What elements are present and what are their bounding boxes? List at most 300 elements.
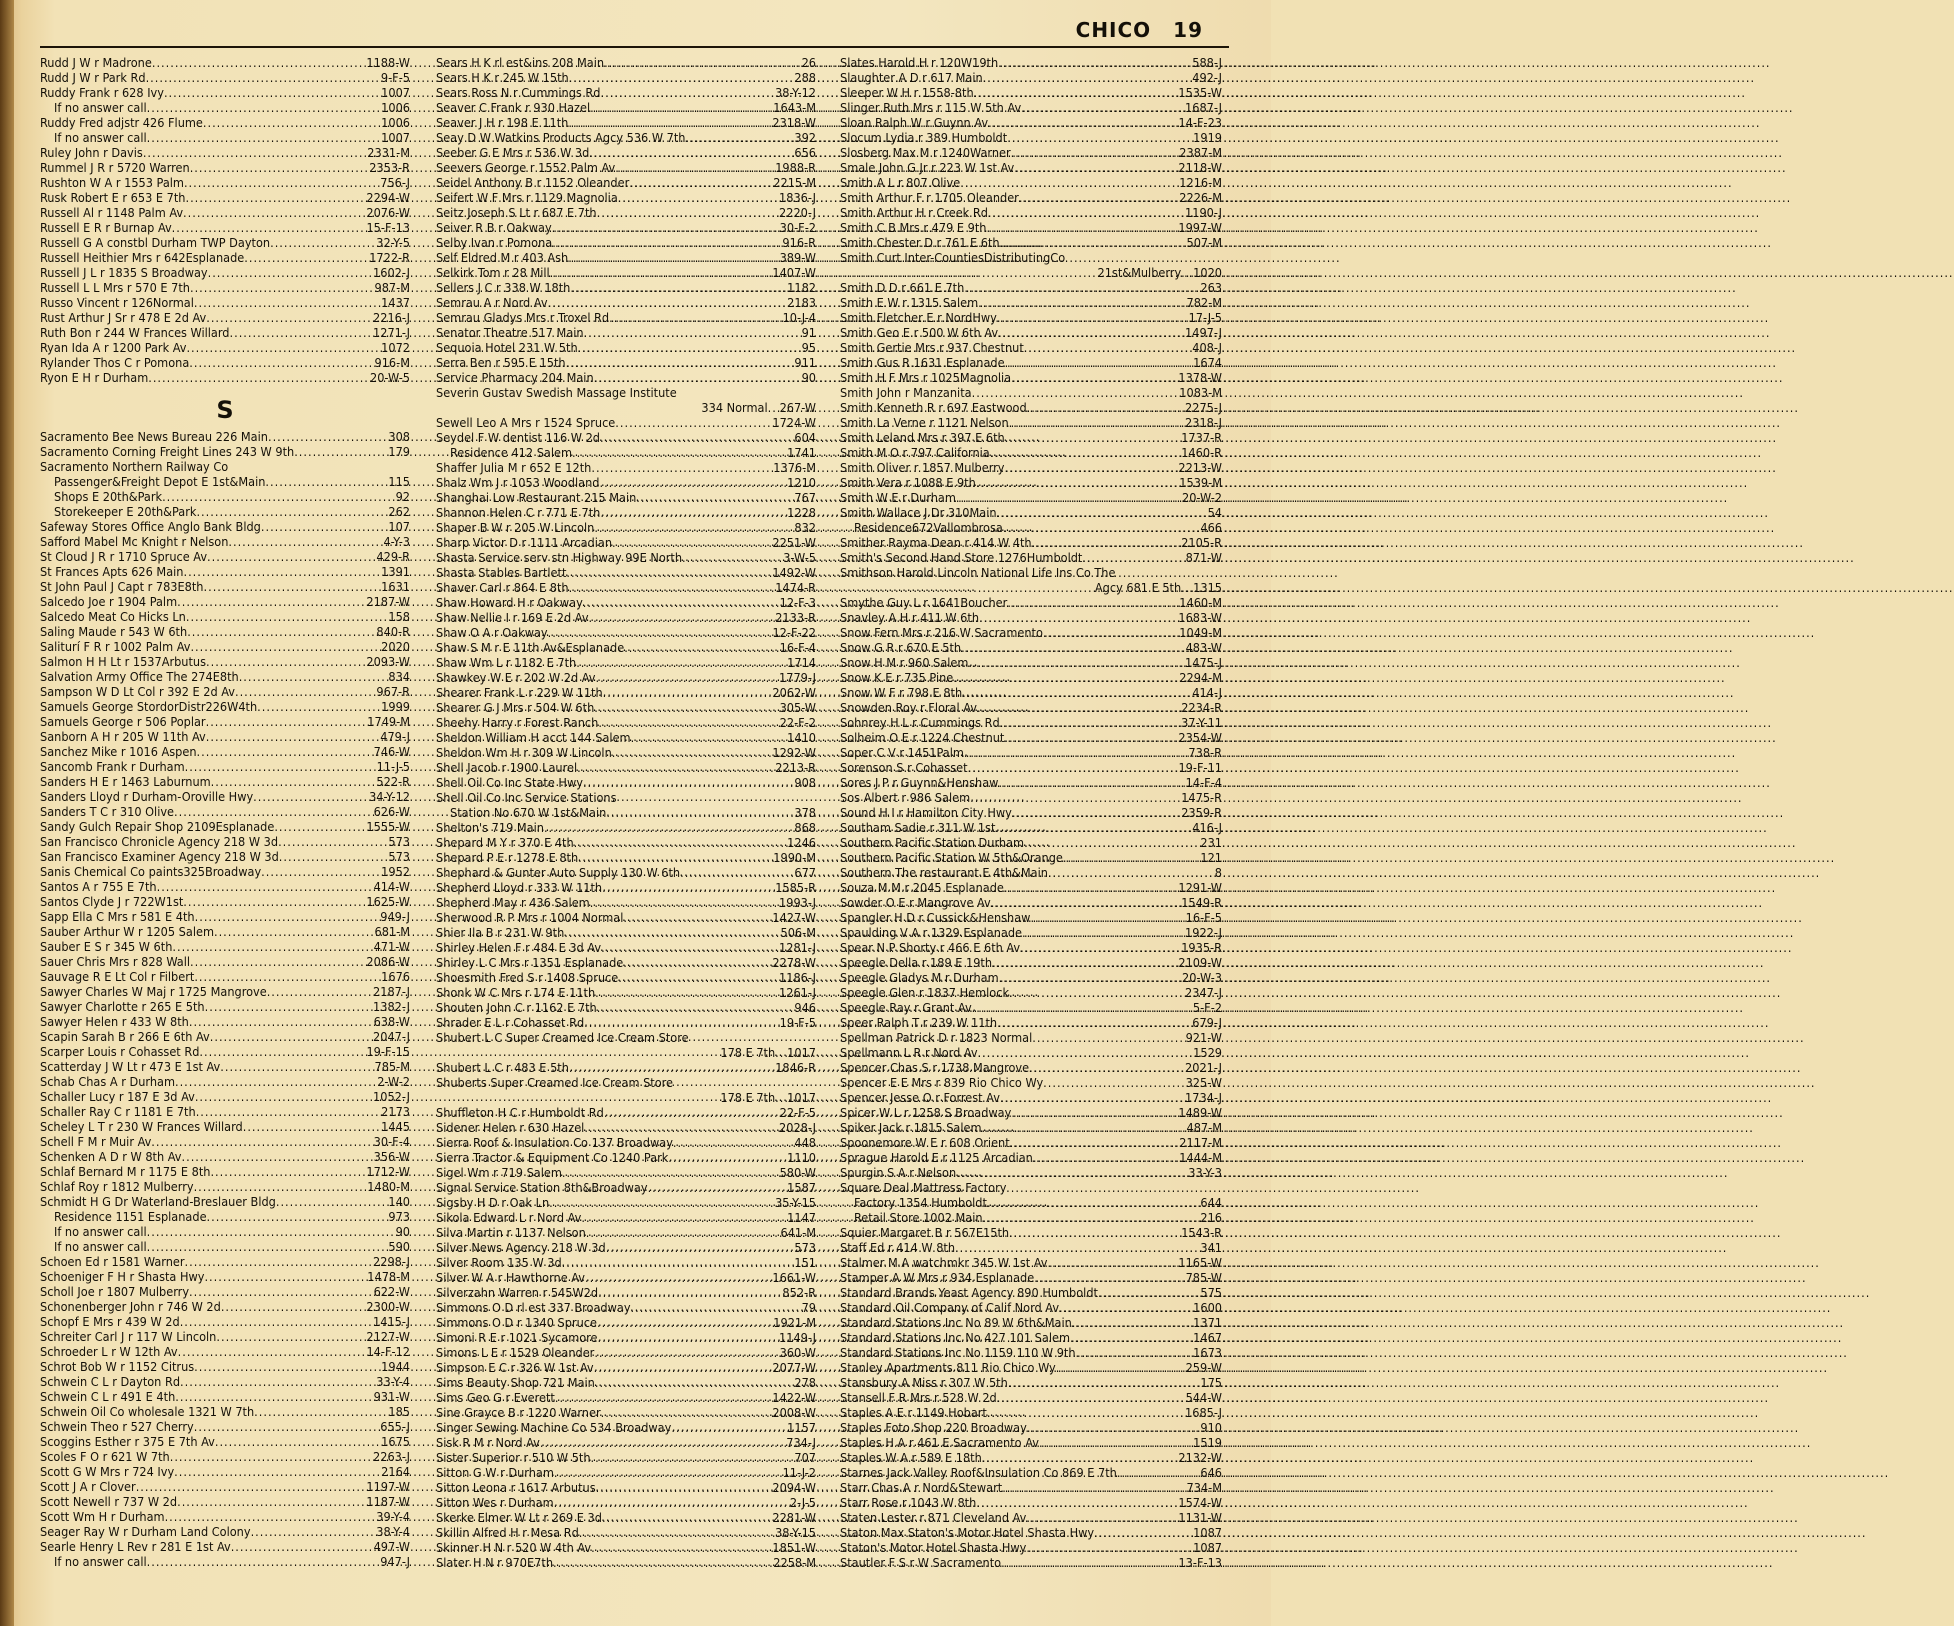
leader-dots [208, 265, 373, 280]
listing-name: Stalmer M A watchmkr 345 W 1st Av [840, 1255, 1048, 1270]
listing-name: Smith Kenneth R r 697 Eastwood [840, 400, 1027, 415]
leader-dots [177, 594, 366, 609]
phone-number: 1724-W [772, 415, 816, 430]
phone-number: 1722-R [369, 250, 410, 265]
listing-entry [40, 55, 410, 70]
listing-name: Shrader E L r Cohasset Rd [436, 1015, 585, 1030]
leader-dots [183, 894, 366, 909]
listing-name: Schlaf Roy r 1812 Mulberry [40, 1179, 194, 1194]
leader-dots [194, 969, 381, 984]
phone-number: 497-W [373, 1539, 410, 1554]
listing-name: Spencer E E Mrs r 839 Rio Chico Wy [840, 1075, 1044, 1090]
phone-number: 2-J-5 [789, 1495, 816, 1510]
listing-entry [40, 1194, 410, 1209]
leader-dots [584, 1120, 779, 1135]
leader-dots [584, 325, 802, 340]
listing-entry [436, 190, 816, 205]
phone-number: 2387-M [1179, 145, 1222, 160]
listing-name: Scoggins Esther r 375 E 7th Av [40, 1434, 215, 1449]
phone-number: 1555-W [366, 819, 410, 834]
listing-name: Sheldon William H acct 144 Salem [436, 730, 631, 745]
leader-dots [228, 534, 383, 549]
listing-entry [840, 1390, 1222, 1405]
phone-number: 1246 [787, 835, 816, 850]
listing-entry [436, 670, 816, 685]
leader-dots [955, 1240, 1200, 1255]
listing-name: Sauvage R E Lt Col r Filbert [40, 969, 195, 984]
listing-entry [436, 1495, 816, 1510]
phone-number: 987-M [374, 280, 410, 295]
leader-dots [596, 1480, 773, 1495]
leader-dots [1009, 985, 1185, 1000]
phone-number: 1460-M [1179, 595, 1222, 610]
leader-dots [206, 310, 373, 325]
phone-number: 267-W [779, 400, 816, 415]
listing-entry [436, 130, 816, 145]
leader-dots [147, 100, 382, 115]
listing-entry [436, 265, 816, 280]
phone-number: 756-J [380, 175, 410, 190]
listing-name: Staples A E r 1149 Hobart [840, 1405, 987, 1420]
phone-number: 115 [388, 474, 410, 489]
listing-name: If no answer call [54, 1239, 147, 1254]
listing-name: Stamper A W Mrs r 934 Esplanade [840, 1270, 1035, 1285]
leader-dots [594, 700, 779, 715]
listing-name: Standard Brands Yeast Agency 890 Humboldt [840, 1285, 1098, 1300]
phone-number: 767 [794, 490, 816, 505]
listing-name: Sos Albert r 986 Salem [840, 790, 971, 805]
listing-name: Samuels George StordorDistr226W4th [40, 699, 258, 714]
leader-dots [1048, 865, 1215, 880]
phone-number: 17-J-5 [1188, 310, 1222, 325]
phone-number: 1315 [1193, 580, 1222, 595]
leader-dots [170, 1449, 373, 1464]
listing-entry [840, 1480, 1222, 1495]
phone-number: 1549-R [1181, 895, 1222, 910]
phone-number: 1083-M [1179, 385, 1222, 400]
listing-entry [840, 475, 1222, 490]
phone-number: 1157 [787, 1420, 816, 1435]
phone-number: 20-W-3 [1182, 970, 1222, 985]
listing-name: Schreiter Carl J r 117 W Lincoln [40, 1329, 217, 1344]
phone-number: 483-W [1185, 640, 1222, 655]
listing-name: Sawyer Charles W Maj r 1725 Mangrove [40, 984, 267, 999]
phone-number: 2263-J [373, 1449, 410, 1464]
listing-name: Schoen Ed r 1581 Warner [40, 1254, 185, 1269]
listing-name: Sequoia Hotel 231 W 5th [436, 340, 578, 355]
phone-number: 1643-M [773, 100, 816, 115]
listing-entry [436, 1540, 816, 1555]
phone-number: 356-W [373, 1149, 410, 1164]
leader-dots [591, 1540, 772, 1555]
leader-dots [1181, 265, 1193, 280]
leader-dots [207, 1209, 389, 1224]
listing-entry [436, 940, 816, 955]
phone-number: 19-F-5 [779, 1015, 816, 1030]
leader-dots [267, 984, 373, 999]
listing-name: Shonk W C Mrs r 174 E 11th [436, 985, 596, 1000]
leader-dots [600, 505, 787, 520]
listing-name: Sawyer Helen r 433 W 8th [40, 1014, 189, 1029]
listing-heading: Shell Oil Co Inc Service Stations [436, 790, 617, 805]
phone-number: 921-W [1185, 1030, 1222, 1045]
phone-number: 1478-M [367, 1269, 410, 1284]
leader-dots [194, 1179, 368, 1194]
leader-dots [1012, 805, 1181, 820]
listing-entry [436, 850, 816, 865]
listing-entry [436, 175, 816, 190]
leader-dots [147, 1554, 381, 1569]
listing-entry [40, 549, 410, 564]
listing-name: Shell Oil Co Inc State Hwy [436, 775, 583, 790]
leader-dots [190, 280, 375, 295]
phone-number: 54 [1207, 505, 1222, 520]
phone-number: 2318-J [1185, 415, 1222, 430]
leader-dots [261, 864, 381, 879]
listing-name: Signal Service Station 8th&Broadway [436, 1180, 648, 1195]
listing-name: Smythe Guy L r 1641Boucher [840, 595, 1008, 610]
leader-dots [976, 1495, 1178, 1510]
phone-number: 916-M [374, 355, 410, 370]
phone-number: 1376-M [773, 460, 816, 475]
phone-number: 573 [388, 849, 410, 864]
leader-dots [572, 445, 787, 460]
listing-name: Singer Sewing Machine Co 534 Broadway [436, 1420, 672, 1435]
phone-number: 1165-W [1178, 1255, 1222, 1270]
listing-name: Self Eldred M r 403 Ash [436, 250, 569, 265]
listing-name: Stautler F S r W Sacramento [840, 1555, 1002, 1570]
listing-name: Smith Gus R 1631 Esplanade [840, 355, 1005, 370]
phone-number: 1378-W [1178, 370, 1222, 385]
listing-entry [436, 1150, 816, 1165]
leader-dots [164, 85, 381, 100]
listing-entry [840, 385, 1222, 400]
listing-entry [840, 1450, 1222, 1465]
phone-number: 1460-R [1181, 445, 1222, 460]
listing-name: Spear N P Shorty r 466 E 6th Av [840, 940, 1021, 955]
listing-name: Silver Room 135 W 3d [436, 1255, 562, 1270]
listing-entry [840, 985, 1222, 1000]
listing-entry [436, 85, 816, 100]
listing-name: Sierra Tractor & Equipment Co 1240 Park [436, 1150, 669, 1165]
listing-entry [840, 85, 1222, 100]
phone-number: 1422-W [772, 1390, 816, 1405]
listing-entry [436, 250, 816, 265]
listing-entry [840, 175, 1222, 190]
leader-dots [151, 1134, 373, 1149]
leader-dots [574, 835, 788, 850]
listing-name: Rushton W A r 1553 Palm [40, 175, 184, 190]
phone-number: 35-Y-15 [775, 1195, 816, 1210]
phone-number: 1922-J [1185, 925, 1222, 940]
listing-entry [840, 1090, 1222, 1105]
listing-name: Standard Stations Inc No 427 101 Salem [840, 1330, 1070, 1345]
listing-entry [840, 1540, 1222, 1555]
phone-number: 414-J [1192, 685, 1222, 700]
phone-number: 2117-M [1179, 1135, 1222, 1150]
listing-entry [840, 790, 1222, 805]
listing-entry [436, 1390, 816, 1405]
listing-entry [840, 130, 1222, 145]
phone-number: 429-R [376, 549, 410, 564]
phone-number: 2281-W [772, 1510, 816, 1525]
leader-dots [1010, 1135, 1180, 1150]
leader-dots [998, 775, 1185, 790]
listing-name: Sorenson S r Cohasset [840, 760, 968, 775]
listing-entry [40, 579, 410, 594]
phone-number: 1712-W [366, 1164, 410, 1179]
listing-entry [40, 1479, 410, 1494]
leader-dots [187, 624, 376, 639]
listing-entry [40, 1134, 410, 1149]
listing-name: Selkirk Tom r 28 Mill [436, 265, 550, 280]
listing-name: Spellman Patrick D r 1823 Normal [840, 1030, 1033, 1045]
phone-number: 2028-J [779, 1120, 816, 1135]
listing-entry [840, 280, 1222, 295]
listing-entry [436, 1375, 816, 1390]
listing-name: Slater H N r 970E7th [436, 1555, 554, 1570]
phone-number: 2109-W [1178, 955, 1222, 970]
listing-name: Agcy 681 E 5th [1094, 580, 1182, 595]
listing-name: Seydel F W dentist 116 W 2d [436, 430, 601, 445]
listing-name: Snow G R r 670 E 5th [840, 640, 962, 655]
listing-entry [40, 429, 410, 444]
listing-entry [436, 580, 816, 595]
leader-dots [595, 1375, 795, 1390]
listing-entry [40, 699, 410, 714]
phone-number: 580-W [779, 1165, 816, 1180]
listing-entry [40, 1269, 410, 1284]
leader-dots [583, 775, 794, 790]
leader-dots [615, 160, 775, 175]
phone-number: 179 [388, 444, 410, 459]
leader-dots [1024, 835, 1200, 850]
listing-name: Silva Martin r 1137 Nelson [436, 1225, 586, 1240]
leader-dots [186, 609, 389, 624]
leader-dots [983, 1210, 1201, 1225]
phone-number: 1006 [381, 115, 410, 130]
listing-name: Scheley L T r 230 W Frances Willard [40, 1119, 243, 1134]
listing-entry [840, 865, 1222, 880]
phone-number: 2076-W [366, 205, 410, 220]
listing-name: Schonenberger John r 746 W 2d [40, 1299, 221, 1314]
listing-name: If no answer call [54, 1554, 147, 1569]
phone-number: 90 [395, 1224, 410, 1239]
leader-dots [591, 460, 773, 475]
listing-name: Starr Chas A r Nord&Stewart [840, 1480, 1003, 1495]
leader-dots [544, 820, 794, 835]
listing-entry [40, 744, 410, 759]
phone-number: 908 [794, 775, 816, 790]
leader-dots [270, 235, 376, 250]
listing-entry [436, 715, 816, 730]
phone-number: 1674 [1193, 355, 1222, 370]
leader-dots [554, 1495, 790, 1510]
listing-entry [840, 850, 1222, 865]
listing-entry [40, 624, 410, 639]
phone-number: 2-W-2 [377, 1074, 410, 1089]
leader-dots [206, 714, 368, 729]
listing-entry [40, 1329, 410, 1344]
listing-name: Smith Oliver r 1857 Mulberry [840, 460, 1005, 475]
listing-entry [436, 1555, 816, 1570]
listing-name: Schenken A D r W 8th Av [40, 1149, 182, 1164]
listing-name: Staton Max Staton's Motor Hotel Shasta Hwy [840, 1525, 1095, 1540]
leader-dots [1020, 940, 1181, 955]
leader-dots [1003, 520, 1201, 535]
listing-name: Staten Lester r 871 Cleveland Av [840, 1510, 1027, 1525]
listing-name: St John Paul J Capt r 783E8th [40, 579, 204, 594]
listing-name: Shawkey W E r 202 W 2d Av [436, 670, 596, 685]
phone-number: 2294-W [366, 190, 410, 205]
listing-entry [840, 895, 1222, 910]
phone-number: 32-Y-5 [376, 235, 410, 250]
phone-number: 37-Y-11 [1181, 715, 1222, 730]
phone-number: 2216-J [373, 310, 410, 325]
listing-entry [40, 1179, 410, 1194]
phone-number: 1281-J [779, 940, 816, 955]
leader-dots [569, 580, 776, 595]
leader-dots [1000, 715, 1181, 730]
leader-dots [194, 295, 381, 310]
listing-name: Sacramento Corning Freight Lines 243 W 9th [40, 444, 295, 459]
leader-dots [618, 970, 779, 985]
leader-dots [194, 1359, 381, 1374]
listing-entry [840, 415, 1222, 430]
phone-number: 2132-W [1178, 1450, 1222, 1465]
leader-dots [623, 910, 772, 925]
listing-name: Spangler H D r Cussick&Henshaw [840, 910, 1031, 925]
leader-dots [204, 579, 382, 594]
listing-name: Rudd J W r Park Rd [40, 70, 146, 85]
listing-subentry [40, 1554, 410, 1569]
listing-entry [436, 970, 816, 985]
listing-name: Sharp Victor D r 1111 Arcadian [436, 535, 613, 550]
leader-dots [1021, 100, 1185, 115]
leader-dots [215, 1434, 381, 1449]
leader-dots [243, 1119, 381, 1134]
phone-number: 1271-J [373, 325, 410, 340]
leader-dots [686, 130, 795, 145]
listing-name: St Cloud J R r 1710 Spruce Av [40, 549, 208, 564]
phone-number: 15-F-13 [366, 220, 410, 235]
leader-dots [636, 490, 794, 505]
phone-number: 11-J-5 [376, 759, 410, 774]
listing-name: Ryon E H r Durham [40, 370, 149, 385]
leader-dots [235, 684, 376, 699]
listing-name: Sierra Roof & Insulation Co 137 Broadway [436, 1135, 673, 1150]
listing-entry [40, 1104, 410, 1119]
phone-number: 1741 [787, 445, 816, 460]
phone-number: 1683-W [1178, 610, 1222, 625]
phone-number: 1197-W [366, 1479, 410, 1494]
phone-number: 1445 [381, 1119, 410, 1134]
listing-entry [40, 1074, 410, 1089]
listing-entry [40, 220, 410, 235]
listing-entry [436, 1285, 816, 1300]
phone-number: 2187-W [366, 594, 410, 609]
phone-number: 2062-W [772, 685, 816, 700]
phone-number: 5-F-2 [1192, 1000, 1222, 1015]
phone-number: 479-J [380, 729, 410, 744]
listing-entry [40, 1029, 410, 1044]
leader-dots [1034, 1270, 1185, 1285]
listing-name: 178 E 7th [720, 1090, 776, 1105]
phone-number: 2331-M [367, 145, 410, 160]
leader-dots [1000, 235, 1187, 250]
listing-name: Soper C V r 1451Palm [840, 745, 964, 760]
listing-subentry [40, 130, 410, 145]
listing-name: Sears H K r 245 W 15th [436, 70, 569, 85]
phone-number: 573 [388, 834, 410, 849]
phone-number: 492-J [1192, 70, 1222, 85]
leader-dots [1082, 550, 1185, 565]
listing-name: Sacramento Bee News Bureau 226 Main [40, 429, 268, 444]
phone-number: 487-M [1186, 1120, 1222, 1135]
listing-name: Residence 1151 Esplanade [54, 1209, 207, 1224]
listing-name: Sauer Chris Mrs r 828 Wall [40, 954, 190, 969]
listing-name: Smith Leland Mrs r 397 E 6th [840, 430, 1005, 445]
listing-entry [40, 669, 410, 684]
listing-entry [436, 1300, 816, 1315]
listing-name: Ryan Ida A r 1200 Park Av [40, 340, 187, 355]
leader-dots [977, 700, 1181, 715]
listing-entry [840, 805, 1222, 820]
leader-dots [244, 250, 369, 265]
listing-name: Skinner H N r 520 W 4th Av [436, 1540, 592, 1555]
listing-entry [436, 730, 816, 745]
listing-name: Shepherd Lloyd r 333 W 11th [436, 880, 603, 895]
page-header [1062, 18, 1203, 42]
listing-name: Smith's Second Hand Store 1276Humboldt [840, 550, 1083, 565]
listing-entry [40, 789, 410, 804]
listing-name: Scott J A r Clover [40, 1479, 136, 1494]
leader-dots [1011, 370, 1178, 385]
listing-subentry [40, 504, 410, 519]
listing-name: Seeber G E Mrs r 536 W 3d [436, 145, 590, 160]
leader-dots [997, 1015, 1192, 1030]
phone-number: 1687-J [1185, 100, 1222, 115]
listing-name: Spiker Jack r 1815 Salem [840, 1120, 982, 1135]
leader-dots [1011, 145, 1180, 160]
leader-dots [204, 1269, 367, 1284]
phone-number: 1944 [381, 1359, 410, 1374]
phone-number: 1836-J [779, 190, 816, 205]
phone-number: 1410 [787, 730, 816, 745]
listing-heading: Smith Curt Inter-CountiesDistributingCo [840, 250, 1066, 265]
listing-entry [40, 1494, 410, 1509]
phone-number: 2215-M [773, 175, 816, 190]
phone-number: 1600 [1193, 1300, 1222, 1315]
listing-name: Sherwood R P Mrs r 1004 Normal [436, 910, 624, 925]
phone-number: 1391 [381, 564, 410, 579]
phone-number: 30-F-4 [373, 1134, 410, 1149]
phone-number: 341 [1200, 1240, 1222, 1255]
phone-number: 408-J [1192, 340, 1222, 355]
phone-number: 2294-M [1179, 670, 1222, 685]
listing-entry [840, 775, 1222, 790]
listing-entry [436, 1345, 816, 1360]
listing-entry [840, 745, 1222, 760]
listing-entry [436, 220, 816, 235]
listing-name: Sloan Ralph W r Guynn Av [840, 115, 989, 130]
listing-name: Spencer Jesse O r Forrest Av [840, 1090, 1000, 1105]
phone-number: 1851-W [772, 1540, 816, 1555]
phone-number: 1007 [381, 85, 410, 100]
listing-entry [436, 985, 816, 1000]
phone-number: 738-R [1188, 745, 1222, 760]
listing-entry [40, 879, 410, 894]
